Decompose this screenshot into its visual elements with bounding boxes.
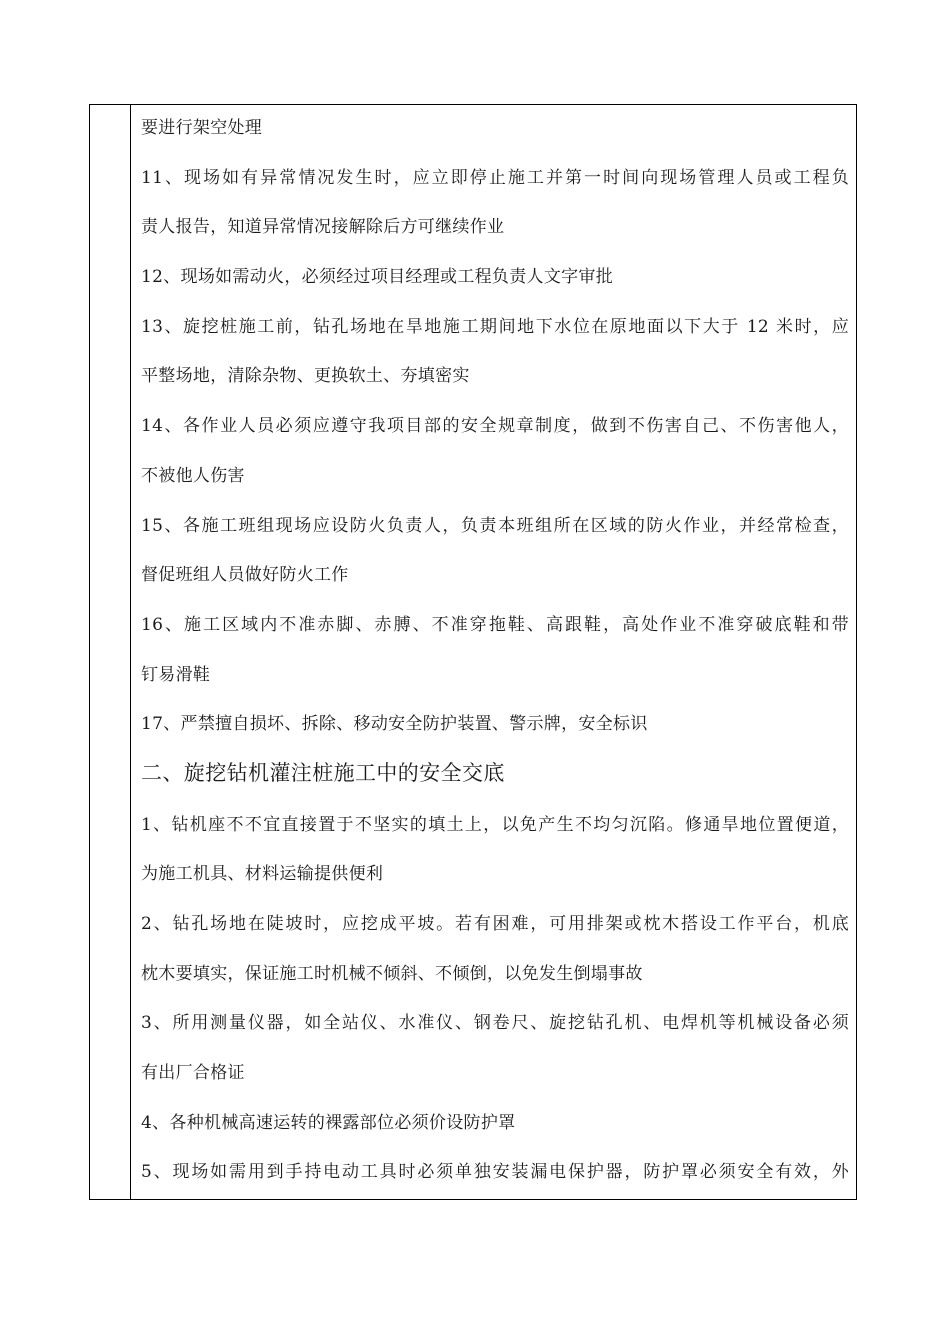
text-line: 钉易滑鞋 — [141, 665, 211, 685]
text-line: 14、各作业人员必须应遵守我项目部的安全规章制度，做到不伤害自己、不伤害他人， — [141, 416, 849, 436]
text-line: 12、现场如需动火，必须经过项目经理或工程负责人文字审批 — [141, 267, 614, 287]
text-line: 17、严禁擅自损坏、拆除、移动安全防护装置、警示牌，安全标识 — [141, 714, 648, 734]
text-line: 枕木要填实，保证施工时机械不倾斜、不倾倒，以免发生倒塌事故 — [141, 964, 643, 984]
text-line: 督促班组人员做好防火工作 — [141, 565, 349, 585]
text-line: 3、所用测量仪器，如全站仪、水准仪、钢卷尺、旋挖钻孔机、电焊机等机械设备必须 — [141, 1013, 849, 1033]
text-line: 5、现场如需用到手持电动工具时必须单独安装漏电保护器，防护罩必须安全有效，外 — [141, 1162, 849, 1182]
text-line: 责人报告，知道异常情况接解除后方可继续作业 — [141, 217, 505, 237]
text-line: 要进行架空处理 — [141, 118, 263, 138]
text-line: 为施工机具、材料运输提供便利 — [141, 864, 384, 884]
text-line: 平整场地，清除杂物、更换软土、夯填密实 — [141, 366, 470, 386]
document-table — [89, 104, 857, 1200]
text-line: 1、钻机座不不宜直接置于不坚实的填土上，以免产生不均匀沉陷。修通旱地位置便道， — [141, 815, 849, 835]
text-line: 4、各种机械高速运转的裸露部位必须价设防护罩 — [141, 1113, 516, 1133]
text-line: 有出厂合格证 — [141, 1063, 245, 1083]
text-line: 15、各施工班组现场应设防火负责人，负责本班组所在区域的防火作业，并经常检查， — [141, 516, 849, 536]
text-line: 2、钻孔场地在陡坡时，应挖成平坡。若有困难，可用排架或枕木搭设工作平台，机底 — [141, 914, 849, 934]
text-line: 16、施工区域内不准赤脚、赤膊、不准穿拖鞋、高跟鞋，高处作业不准穿破底鞋和带 — [141, 615, 849, 635]
section-heading: 二、旋挖钻机灌注桩施工中的安全交底 — [141, 761, 505, 785]
text-line: 不被他人伤害 — [141, 466, 245, 486]
text-line: 13、旋挖桩施工前，钻孔场地在旱地施工期间地下水位在原地面以下大于 12 米时，应 — [141, 317, 849, 337]
text-line: 11、现场如有异常情况发生时，应立即停止施工并第一时间向现场管理人员或工程负 — [141, 168, 849, 188]
label-column — [90, 105, 131, 1199]
